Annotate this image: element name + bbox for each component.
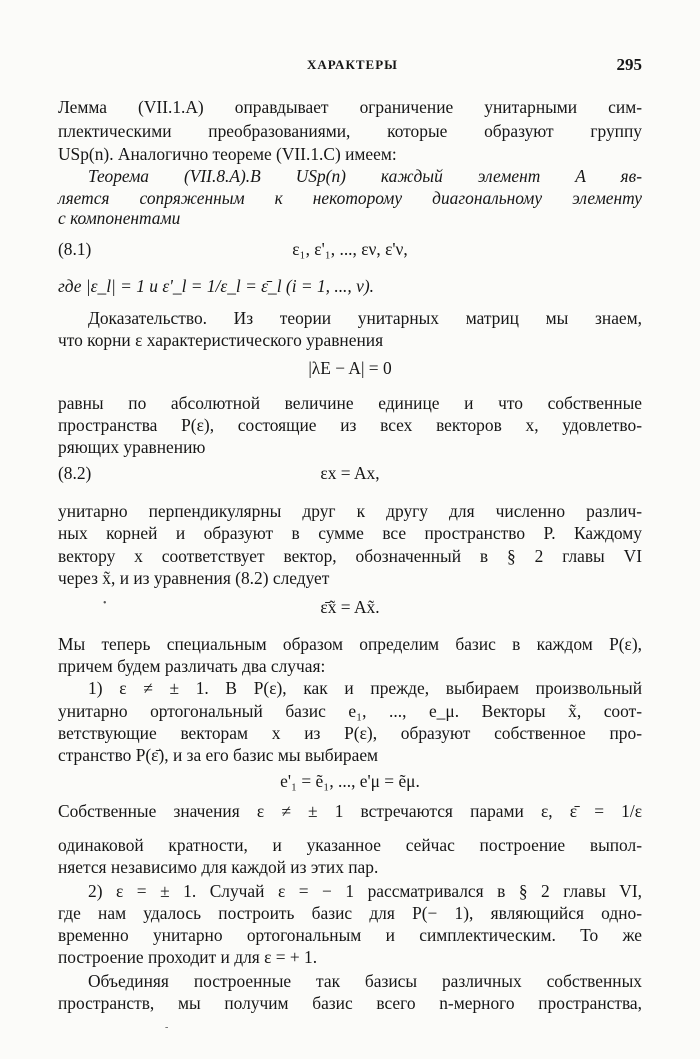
text-line: одинаковой кратности, и указанное сейчас построение выпол-	[58, 835, 642, 855]
print-speck: -	[165, 1022, 169, 1033]
text-line: плектическими преобразованиями, которые образуют группу	[58, 121, 642, 141]
case-two-line: 2) ε = ± 1. Случай ε = − 1 рассматривался в § 2 главы VI,	[88, 881, 642, 901]
text-line: Лемма (VII.1.A) оправдывает ограничение унитарными сим-	[58, 97, 642, 117]
page-number: 295	[616, 55, 642, 74]
equation-body: ε₁, ε'₁, ..., εν, ε'ν,	[292, 239, 408, 259]
text-line: няется независимо для каждой из этих пар.	[58, 857, 379, 877]
equation-number: (8.1)	[58, 239, 92, 259]
text-line: построение проходит и для ε = + 1.	[58, 947, 318, 967]
characteristic-equation: |λE − A| = 0	[308, 358, 392, 378]
text-line: ных корней и образуют в сумме все пространство P. Каждому	[58, 523, 642, 543]
running-title: ХАРАКТЕРЫ	[307, 57, 398, 72]
case-one-line: 1) ε ≠ ± 1. В P(ε), как и прежде, выбираем произвольный	[88, 678, 642, 698]
text-line: вектору x соответствует вектор, обозначенный в § 2 главы VI	[58, 546, 642, 566]
proof-line: Доказательство. Из теории унитарных матриц мы знаем,	[88, 308, 642, 328]
text-line: Объединяя построенные так базисы различных собственных	[88, 971, 642, 991]
print-speck: •	[103, 598, 107, 609]
text-line: причем будем различать два случая:	[58, 656, 326, 676]
text-line: ряющих уравнению	[58, 437, 206, 457]
text-line: пространств, мы получим базис всего n-мерного пространства,	[58, 993, 642, 1013]
page-header	[0, 55, 700, 77]
basis-equation: e'₁ = ẽ₁, ..., e'μ = ẽμ.	[280, 771, 420, 791]
theorem-line: ляется сопряженным к некоторому диагональному элементу	[58, 188, 642, 208]
text-line: пространства P(ε), состоящие из всех векторов x, удовлетво-	[58, 415, 642, 435]
text-line: временно унитарно ортогональным и симплектическим. То же	[58, 925, 642, 945]
conjugate-equation: ε̄x̃ = Ax̃.	[320, 597, 380, 617]
text-line: равны по абсолютной величине единице и что собственные	[58, 393, 642, 413]
theorem-line: Теорема (VII.8.A).В USp(n) каждый элемент A яв-	[88, 166, 642, 186]
text-line: USp(n). Аналогично теореме (VII.1.C) имеем:	[58, 144, 397, 164]
text-line: Собственные значения ε ≠ ± 1 встречаются парами ε, ε̄ = 1/ε	[58, 801, 642, 821]
equation-number: (8.2)	[58, 463, 92, 483]
text-line: странство P(ε̄), и за его базис мы выбираем	[58, 745, 379, 765]
condition-line: где |ε_l| = 1 и ε'_l = 1/ε_l = ε̄_l (i = 1, ..., ν).	[58, 276, 374, 296]
text-line: Мы теперь специальным образом определим базис в каждом P(ε),	[58, 634, 642, 654]
text-line: через x̃, и из уравнения (8.2) следует	[58, 568, 330, 588]
text-line: унитарно ортогональный базис e₁, ..., e_μ. Векторы x̃, соот-	[58, 701, 642, 721]
equation-body: εx = Ax,	[320, 463, 380, 483]
text-line: где нам удалось построить базис для P(− 1), являющийся одно-	[58, 903, 642, 923]
text-line: что корни ε характеристического уравнения	[58, 330, 384, 350]
theorem-line: с компонентами	[58, 208, 181, 228]
text-line: ветствующие векторам x из P(ε), образуют собственное про-	[58, 723, 642, 743]
text-line: унитарно перпендикулярны друг к другу для численно различ-	[58, 501, 642, 521]
